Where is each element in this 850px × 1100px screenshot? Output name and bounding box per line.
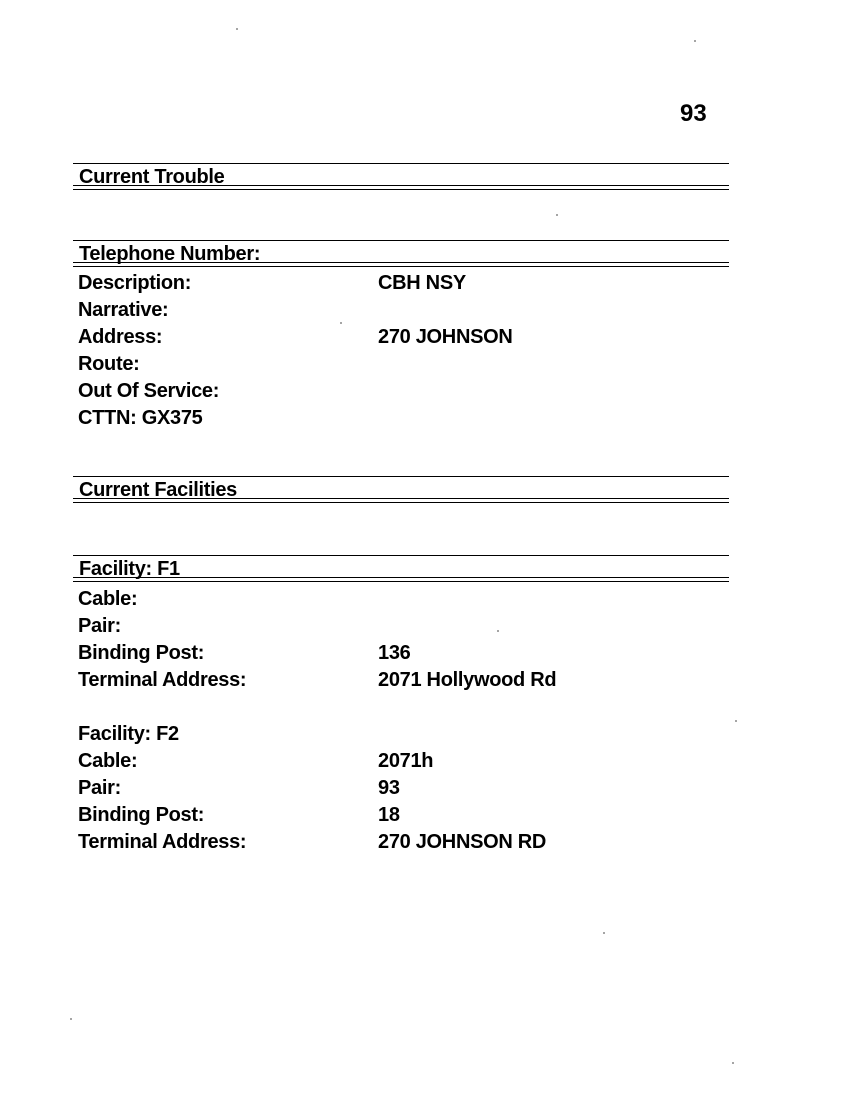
f1-binding-post-value: 136	[378, 642, 411, 664]
scan-speck	[735, 720, 737, 722]
f2-binding-post-value: 18	[378, 804, 400, 826]
f2-terminal-address-label: Terminal Address:	[78, 831, 247, 853]
f1-pair-label: Pair:	[78, 615, 121, 637]
telephone-number-title: Telephone Number:	[79, 243, 261, 265]
scan-speck	[732, 1062, 734, 1064]
telephone-number-header	[73, 240, 729, 267]
f1-terminal-address-label: Terminal Address:	[78, 669, 247, 691]
f1-terminal-address-value: 2071 Hollywood Rd	[378, 669, 557, 691]
section-divider	[73, 498, 729, 503]
facility-f2-title: Facility: F2	[78, 723, 179, 745]
f1-binding-post-label: Binding Post:	[78, 642, 205, 664]
section-divider	[73, 185, 729, 190]
f2-pair-label: Pair:	[78, 777, 121, 799]
narrative-label: Narrative:	[78, 299, 169, 321]
facility-f1-header	[73, 555, 729, 582]
facility-f1-title: Facility: F1	[79, 558, 180, 580]
current-trouble-header	[73, 163, 729, 190]
description-label: Description:	[78, 272, 192, 294]
route-label: Route:	[78, 353, 140, 375]
f2-binding-post-label: Binding Post:	[78, 804, 205, 826]
description-value: CBH NSY	[378, 272, 466, 294]
scan-speck	[497, 630, 499, 632]
current-trouble-title: Current Trouble	[79, 166, 225, 188]
f2-cable-value: 2071h	[378, 750, 434, 772]
out-of-service-label: Out Of Service:	[78, 380, 220, 402]
f1-cable-label: Cable:	[78, 588, 138, 610]
scan-speck	[556, 214, 558, 216]
scan-speck	[340, 322, 342, 324]
section-divider	[73, 262, 729, 267]
address-label: Address:	[78, 326, 163, 348]
address-value: 270 JOHNSON	[378, 326, 513, 348]
f2-cable-label: Cable:	[78, 750, 138, 772]
scan-speck	[236, 28, 238, 30]
f2-pair-value: 93	[378, 777, 400, 799]
scan-speck	[694, 40, 696, 42]
f2-terminal-address-value: 270 JOHNSON RD	[378, 831, 547, 853]
current-facilities-header	[73, 476, 729, 503]
current-facilities-title: Current Facilities	[79, 479, 237, 501]
cttn-label: CTTN: GX375	[78, 407, 203, 429]
section-divider	[73, 577, 729, 582]
page-number: 93	[680, 100, 707, 127]
scan-speck	[70, 1018, 72, 1020]
scan-speck	[603, 932, 605, 934]
